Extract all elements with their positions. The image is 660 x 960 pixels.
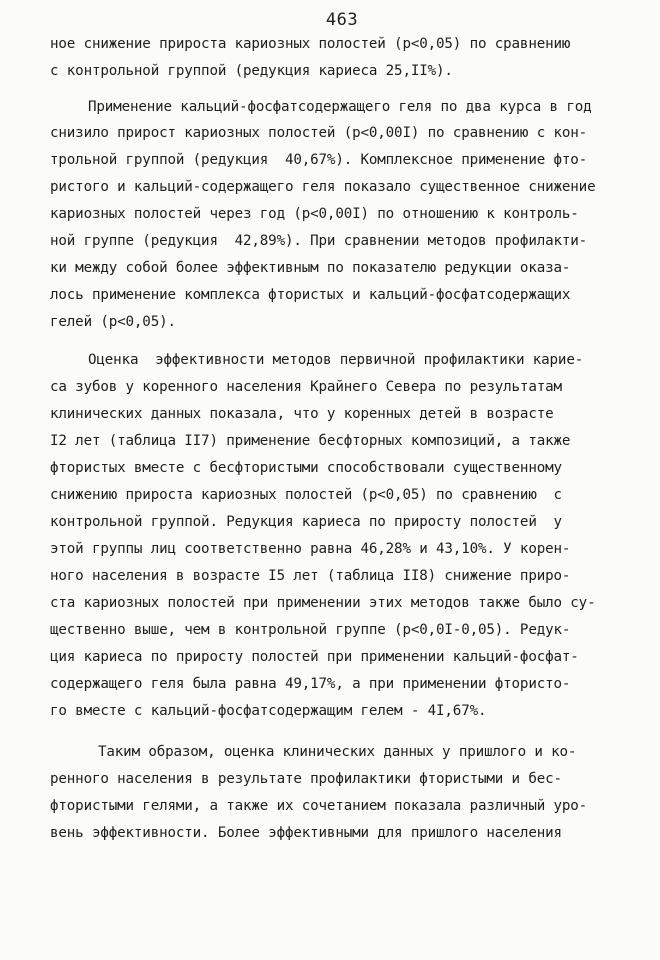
text-line: ста кариозных полостей при применении этих методов также было су- (50, 595, 596, 611)
text-line: клинических данных показала, что у коренных детей в возрасте (50, 406, 554, 422)
text-line: ное снижение прироста кариозных полостей (р<0,05) по сравнению (50, 36, 571, 52)
paragraph-first-line: Применение кальций-фосфатсодержащего геля по два курса в год (88, 99, 592, 115)
text-line: го вместе с кальций-фосфатсодержащим гелем - 4I,67%. (50, 703, 487, 719)
text-line: фтористыми гелями, а также их сочетанием показала различный уро- (50, 798, 588, 814)
paragraph-first-line: Оценка эффективности методов первичной профилактики карие- (88, 352, 584, 368)
text-line: гелей (р<0,05). (50, 314, 176, 330)
text-line: ной группе (редукция 42,89%). При сравнении методов профилакти- (50, 233, 588, 249)
page-number: 463 (325, 10, 359, 30)
text-line: кариозных полостей через год (р<0,00I) по отношению к контроль- (50, 206, 579, 222)
text-line: трольной группой (редукция 40,67%). Комплексное применение фто- (50, 152, 588, 168)
text-line: с контрольной группой (редукция кариеса 25,II%). (50, 63, 453, 79)
text-line: ренного населения в результате профилактики фтористыми и бес- (50, 771, 562, 787)
text-line: ки между собой более эффективным по показателю редукции оказа- (50, 260, 571, 276)
text-line: контрольной группой. Редукция кариеса по приросту полостей у (50, 514, 562, 530)
text-line: лось применение комплекса фтористых и кальций-фосфатсодержащих (50, 287, 571, 303)
text-line: щественно выше, чем в контрольной группе (р<0,0I-0,05). Редук- (50, 622, 571, 638)
text-line: вень эффективности. Более эффективными для пришлого населения (50, 825, 562, 841)
text-line: содержащего геля была равна 49,17%, а при применении фтористо- (50, 676, 571, 692)
text-line: снижению прироста кариозных полостей (р<0,05) по сравнению с (50, 487, 562, 503)
text-line: ция кариеса по приросту полостей при применении кальций-фосфат- (50, 649, 579, 665)
text-line: этой группы лиц соответственно равна 46,28% и 43,10%. У корен- (50, 541, 571, 557)
text-line: ного населения в возрасте I5 лет (таблица II8) снижение приро- (50, 568, 571, 584)
text-line: снизило прирост кариозных полостей (р<0,00I) по сравнению с кон- (50, 125, 588, 141)
text-line: I2 лет (таблица II7) применение бесфторных композиций, а также (50, 433, 571, 449)
text-line: фтористых вместе с бесфтористыми способствовали существенному (50, 460, 562, 476)
text-line: са зубов у коренного населения Крайнего Севера по результатам (50, 379, 562, 395)
text-line: ристого и кальций-содержащего геля показало существенное снижение (50, 179, 596, 195)
paragraph-first-line: Таким образом, оценка клинических данных у пришлого и ко- (98, 744, 577, 760)
